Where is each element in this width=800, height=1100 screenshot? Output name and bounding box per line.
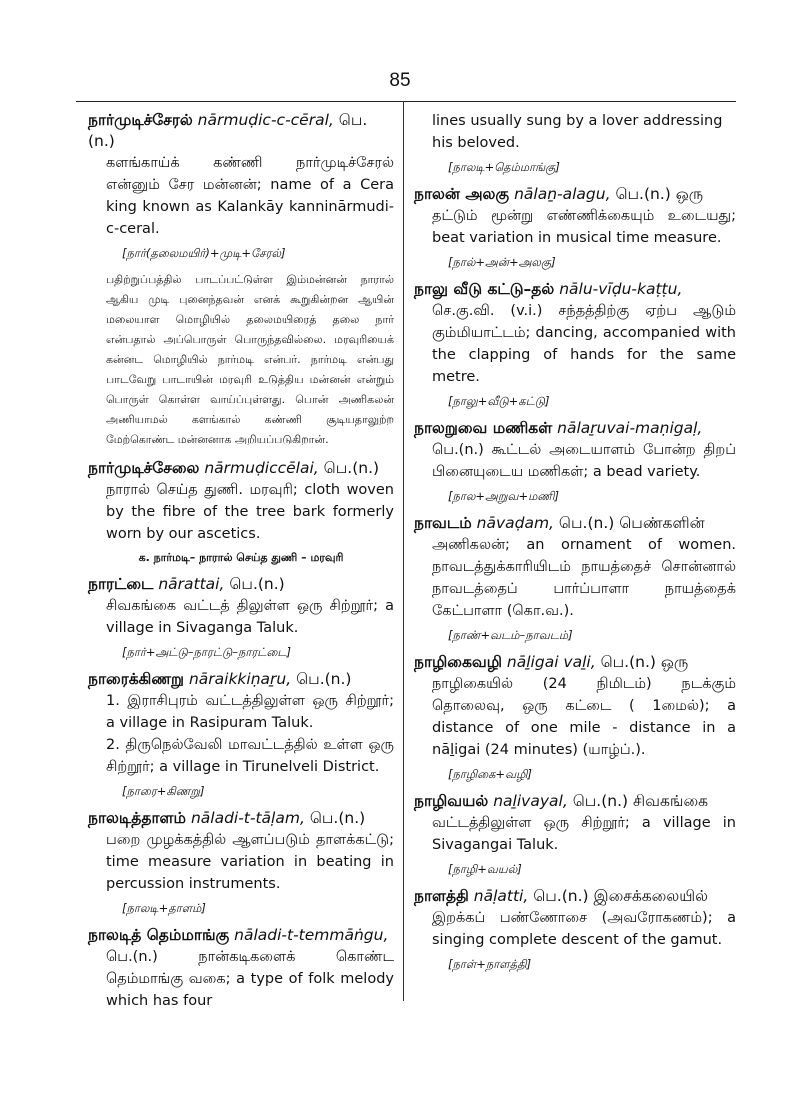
etymology: [நாலடி+தெம்மாங்கு]	[448, 160, 560, 174]
etymology: [நாலு+வீடு+கட்டு]	[448, 394, 550, 408]
definition: நாரால் செய்த துணி. மரவுரி; cloth woven by the fibre of the tree bark formerly worn by our ascetics.	[106, 482, 394, 542]
grammar-label: பெ.(n.)	[88, 111, 368, 150]
entry-head	[414, 418, 736, 439]
definition: செ.கு.வி. (v.i.) சந்தத்திற்கு ஏற்ப ஆடும் கும்மியாட்டம்; dancing, accompanied with the clapping of hands for the same metre.	[432, 303, 736, 385]
page-number: 85	[389, 70, 411, 91]
entry-head	[414, 279, 736, 300]
entry-head	[414, 791, 736, 812]
etymology: [நாரை+கிணறு]	[122, 784, 205, 798]
definition: அணிகலன்; an ornament of women. நாவடத்துக்காரியிடம் நாயத்தைச் சொன்னால் நாவடத்தைப் பார்ப்பாளா நாயத்தைக் கேட்பாளா (கொ.வ.).	[432, 537, 736, 619]
entry-head	[88, 458, 394, 479]
headword: நாலடித்தாளம்	[88, 809, 186, 827]
header-rule	[76, 101, 736, 102]
definition: பறை முழக்கத்தில் ஆளப்படும் தாளக்கட்டு; time measure variation in beating in percussion instruments.	[106, 832, 394, 892]
entry-continuation	[414, 110, 736, 176]
entry-nazhivayal	[414, 791, 736, 878]
transliteration: nāḻigai vaḻi,	[506, 653, 596, 671]
entry-head	[414, 184, 736, 205]
transliteration: nāladi-t-temmāṅgu,	[234, 926, 389, 944]
entry-head	[88, 669, 394, 690]
entry-nalu-vidu-kattu	[414, 279, 736, 410]
etymology: [நாழிகை+வழி]	[448, 767, 532, 781]
transliteration: nāvaḍam,	[476, 514, 554, 532]
transliteration: nārattai,	[158, 575, 225, 593]
transliteration: nālu-vīḍu-kaṭṭu,	[559, 280, 683, 298]
grammar-label: பெ.(n.) இசைக்கலையில்	[533, 887, 708, 905]
sense-1: 1. இராசிபுரம் வட்டத்திலுள்ள ஒரு சிற்றூர்; a village in Rasipuram Taluk.	[106, 693, 394, 731]
transliteration: nāḷatti,	[473, 887, 529, 905]
grammar-label: பெ.(n.) ஒரு	[600, 653, 689, 671]
headword: நாழிகைவழி	[414, 653, 502, 671]
definition: பெ.(n.) நான்கடிகளைக் கொண்ட தெம்மாங்கு வகை; a type of folk melody which has four	[106, 949, 394, 1009]
entry-head	[88, 925, 394, 946]
definition: தட்டும் மூன்று எண்ணிக்கையும் உடையது; beat variation in musical time measure.	[432, 208, 736, 246]
definition: நாழிகையில் (24 நிமிடம்) நடக்கும் தொலைவு, ஒரு கட்டை ( 1மைல்); a distance of one mile - distance in a nāḻigai (24 minutes) (யாழ்ப்.).	[432, 676, 736, 758]
etymology: [நாள்+நாளத்தி]	[448, 957, 532, 971]
transliteration: nārmuḍiccēlai,	[204, 459, 319, 477]
entry-head	[414, 652, 736, 673]
headword: நாலன் அலகு	[414, 185, 510, 203]
definition-continued: lines usually sung by a lover addressing his beloved.	[432, 113, 723, 151]
entry-head	[414, 886, 736, 907]
transliteration: naḻivayal,	[493, 792, 568, 810]
sense-2: 2. திருநெல்வேலி மாவட்டத்தில் உள்ள ஒரு சிற்றூர்; a village in Tirunelveli District.	[106, 737, 394, 775]
entry-narmudiccelai	[88, 458, 394, 566]
etymology: [நால+அறுவ+மணி]	[448, 489, 559, 503]
definition: பெ.(n.) கூட்டல் அடையாளம் போன்ற திறப் பினையுடைய மணிகள்; a bead variety.	[432, 442, 736, 480]
transliteration: nālaṟuvai-maṇigaḷ,	[557, 419, 703, 437]
headword: நாரட்டை	[88, 575, 154, 593]
entry-head	[88, 808, 394, 829]
headword: நாலறுவை மணிகள்	[414, 419, 553, 437]
headword: நாவடம்	[414, 514, 472, 532]
entry-nalaruvai-manigal	[414, 418, 736, 505]
headword: நார்முடிச்சேலை	[88, 459, 200, 477]
grammar-label: பெ.(n.)	[309, 809, 366, 827]
headword: நார்முடிச்சேரல்	[88, 111, 193, 129]
transliteration: nārmuḍic-c-cēral,	[197, 111, 334, 129]
grammar-label: பெ.(n.) சிவகங்கை	[572, 792, 709, 810]
entry-head	[414, 513, 736, 534]
definition: சிவகங்கை வட்டத் திலுள்ள ஒரு சிற்றூர்; a village in Sivaganga Taluk.	[106, 598, 394, 636]
headword: நாழிவயல்	[414, 792, 489, 810]
usage-note: பதிற்றுப்பத்தில் பாடப்பட்டுள்ள இம்மன்னன் நாரால் ஆகிய முடி புனைந்தவன் எனக் கூறுகின்றன ஆயின் மலையாள மொழியில் தலைமயிரைத் தலை நார் என்பதால் அப்பொருள் பொருந்தவில்லை. மரவுரியைக் கன்னட மொழியில் நார்மடி என்பர். நார்மடி என்பது பாடவேறு பாடாயின் மரவுரி உடுத்திய மன்னன் என்றும் பொருள் கொள்ள வாய்ப்புள்ளது. பொன் அணிகலன் அணியாமல் களங்கால் கண்ணி சூடியதாலுற்ற மேற்கொண்ட மன்னனாக அறியப்படுகிறான்.	[106, 273, 394, 446]
etymology: [நாலடி+தாளம்]	[122, 901, 206, 915]
headword: நாலு வீடு கட்டு–தல்	[414, 280, 555, 298]
etymology: [நால்+அன்+அலகு]	[448, 255, 556, 269]
grammar-label: பெ.(n.)	[296, 670, 352, 688]
left-column	[88, 110, 394, 1020]
definition: வட்டத்திலுள்ள ஒரு சிற்றூர்; a village in Sivagangai Taluk.	[432, 815, 736, 853]
cognate-note: க. நார்மடி– நாரால் செய்த துணி – மரவுரி	[138, 551, 344, 564]
entry-narmudicceral	[88, 110, 394, 450]
grammar-label: பெ.(n.) ஒரு	[615, 185, 704, 203]
column-divider	[403, 101, 404, 1001]
definition: இறக்கப் பண்ணோசை (அவரோகணம்); a singing complete descent of the gamut.	[432, 910, 736, 948]
etymology: [நார்(தலைமயிர்)+முடி+சேரல்]	[122, 246, 286, 260]
grammar-label: பெ.(n.) பெண்களின்	[558, 514, 705, 532]
grammar-label: பெ.(n.)	[323, 459, 380, 477]
entry-nalan-alagu	[414, 184, 736, 271]
etymology: [நாண்+வடம்–நாவடம்]	[448, 628, 573, 642]
grammar-label: பெ.(n.)	[229, 575, 285, 593]
entry-nazhigai-vazhi	[414, 652, 736, 783]
transliteration: nālaṉ-alagu,	[514, 185, 611, 203]
transliteration: nāladi-t-tāḷam,	[190, 809, 305, 827]
entry-naraikkinaru	[88, 669, 394, 800]
entry-head	[88, 110, 394, 152]
right-column	[414, 110, 736, 981]
etymology: [நார்+அட்டு–நாரட்டு–நாரட்டை]	[122, 645, 291, 659]
entry-narattai	[88, 574, 394, 661]
etymology: [நாழி+வயல்]	[448, 862, 522, 876]
definition: களங்காய்க் கண்ணி நார்முடிச்சேரல் என்னும் சேர மன்னன்; name of a Cera king known as Kalankāy kanninārmudi-c-ceral.	[106, 155, 394, 237]
entry-head	[88, 574, 394, 595]
headword: நாளத்தி	[414, 887, 469, 905]
entry-naladittalam	[88, 808, 394, 917]
entry-navadam	[414, 513, 736, 644]
entry-nalatti	[414, 886, 736, 973]
entry-naladittemmangu	[88, 925, 394, 1012]
headword: நாரைக்கிணறு	[88, 670, 185, 688]
transliteration: nāraikkiṇaṟu,	[188, 670, 292, 688]
headword: நாலடித் தெம்மாங்கு	[88, 926, 230, 944]
